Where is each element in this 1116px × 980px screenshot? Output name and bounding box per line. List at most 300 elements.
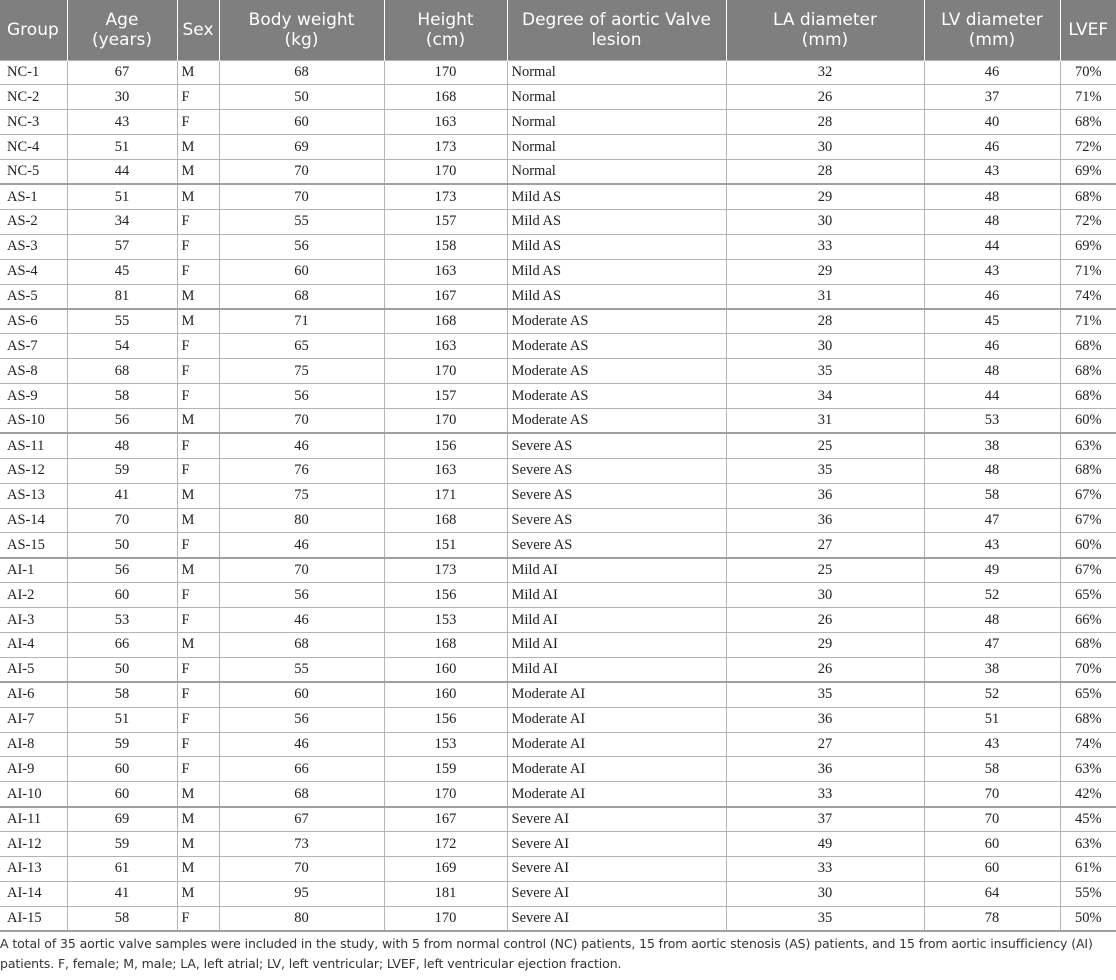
age-cell: 60 (67, 782, 177, 807)
la-diameter-cell: 31 (726, 284, 924, 309)
lesion-degree-cell: Moderate AI (507, 732, 726, 757)
group-cell: AS-2 (0, 209, 67, 234)
lesion-degree-cell: Severe AS (507, 508, 726, 533)
la-diameter-cell: 26 (726, 85, 924, 110)
lv-diameter-cell: 51 (924, 707, 1060, 732)
height-cell: 168 (384, 508, 507, 533)
lesion-degree-cell: Mild AI (507, 583, 726, 608)
lesion-degree-cell: Moderate AI (507, 757, 726, 782)
age-cell: 55 (67, 309, 177, 334)
group-cell: NC-5 (0, 160, 67, 185)
group-cell: AI-6 (0, 682, 67, 707)
la-diameter-cell: 32 (726, 60, 924, 85)
header-lv-diameter: LV diameter (mm) (924, 0, 1060, 60)
age-cell: 51 (67, 184, 177, 209)
la-diameter-cell: 35 (726, 906, 924, 931)
body-weight-cell: 65 (219, 334, 384, 359)
la-diameter-cell: 28 (726, 160, 924, 185)
age-cell: 67 (67, 60, 177, 85)
lvef-cell: 60% (1060, 408, 1116, 433)
group-cell: NC-2 (0, 85, 67, 110)
group-cell: AI-9 (0, 757, 67, 782)
group-cell: AI-13 (0, 857, 67, 882)
age-cell: 60 (67, 583, 177, 608)
body-weight-cell: 75 (219, 359, 384, 384)
lesion-degree-cell: Mild AI (507, 608, 726, 633)
group-cell: AI-11 (0, 807, 67, 832)
table-row (0, 533, 1116, 558)
table-row (0, 458, 1116, 483)
la-diameter-cell: 33 (726, 857, 924, 882)
lvef-cell: 70% (1060, 60, 1116, 85)
lvef-cell: 69% (1060, 160, 1116, 185)
height-cell: 170 (384, 160, 507, 185)
lv-diameter-cell: 78 (924, 906, 1060, 931)
body-weight-cell: 60 (219, 110, 384, 135)
height-cell: 160 (384, 682, 507, 707)
lv-diameter-cell: 70 (924, 782, 1060, 807)
body-weight-cell: 50 (219, 85, 384, 110)
age-cell: 50 (67, 657, 177, 682)
lvef-cell: 61% (1060, 857, 1116, 882)
lvef-cell: 71% (1060, 259, 1116, 284)
height-cell: 172 (384, 832, 507, 857)
group-cell: AS-13 (0, 483, 67, 508)
lvef-cell: 68% (1060, 632, 1116, 657)
age-cell: 30 (67, 85, 177, 110)
height-cell: 153 (384, 732, 507, 757)
table-row (0, 682, 1116, 707)
group-cell: AS-8 (0, 359, 67, 384)
la-diameter-cell: 30 (726, 135, 924, 160)
height-cell: 151 (384, 533, 507, 558)
body-weight-cell: 75 (219, 483, 384, 508)
group-cell: AS-9 (0, 384, 67, 409)
lesion-degree-cell: Mild AS (507, 284, 726, 309)
body-weight-cell: 67 (219, 807, 384, 832)
body-weight-cell: 68 (219, 782, 384, 807)
lvef-cell: 68% (1060, 384, 1116, 409)
lv-diameter-cell: 46 (924, 284, 1060, 309)
la-diameter-cell: 33 (726, 234, 924, 259)
lv-diameter-cell: 45 (924, 309, 1060, 334)
header-sex: Sex (177, 0, 219, 60)
group-cell: NC-4 (0, 135, 67, 160)
group-cell: AI-14 (0, 881, 67, 906)
table-row (0, 657, 1116, 682)
sex-cell: F (177, 533, 219, 558)
age-cell: 70 (67, 508, 177, 533)
height-cell: 170 (384, 60, 507, 85)
table-row (0, 284, 1116, 309)
lv-diameter-cell: 49 (924, 558, 1060, 583)
lesion-degree-cell: Severe AS (507, 483, 726, 508)
lesion-degree-cell: Moderate AS (507, 359, 726, 384)
table-row (0, 508, 1116, 533)
la-diameter-cell: 26 (726, 657, 924, 682)
lv-diameter-cell: 48 (924, 209, 1060, 234)
lesion-degree-cell: Severe AS (507, 533, 726, 558)
body-weight-cell: 69 (219, 135, 384, 160)
body-weight-cell: 70 (219, 408, 384, 433)
la-diameter-cell: 36 (726, 707, 924, 732)
age-cell: 61 (67, 857, 177, 882)
height-cell: 163 (384, 458, 507, 483)
lesion-degree-cell: Mild AI (507, 632, 726, 657)
lvef-cell: 72% (1060, 135, 1116, 160)
body-weight-cell: 46 (219, 732, 384, 757)
lv-diameter-cell: 58 (924, 483, 1060, 508)
lvef-cell: 72% (1060, 209, 1116, 234)
height-cell: 167 (384, 807, 507, 832)
body-weight-cell: 70 (219, 857, 384, 882)
lv-diameter-cell: 52 (924, 682, 1060, 707)
la-diameter-cell: 35 (726, 359, 924, 384)
la-diameter-cell: 25 (726, 558, 924, 583)
sex-cell: M (177, 558, 219, 583)
lv-diameter-cell: 48 (924, 359, 1060, 384)
lesion-degree-cell: Normal (507, 135, 726, 160)
lvef-cell: 55% (1060, 881, 1116, 906)
sex-cell: M (177, 284, 219, 309)
table-row (0, 832, 1116, 857)
lesion-degree-cell: Moderate AS (507, 309, 726, 334)
lesion-degree-cell: Severe AS (507, 458, 726, 483)
lv-diameter-cell: 64 (924, 881, 1060, 906)
lesion-degree-cell: Mild AS (507, 259, 726, 284)
body-weight-cell: 73 (219, 832, 384, 857)
sex-cell: M (177, 309, 219, 334)
lv-diameter-cell: 53 (924, 408, 1060, 433)
height-cell: 173 (384, 135, 507, 160)
la-diameter-cell: 36 (726, 508, 924, 533)
lv-diameter-cell: 48 (924, 608, 1060, 633)
age-cell: 81 (67, 284, 177, 309)
lesion-degree-cell: Moderate AS (507, 384, 726, 409)
la-diameter-cell: 49 (726, 832, 924, 857)
height-cell: 167 (384, 284, 507, 309)
lvef-cell: 65% (1060, 583, 1116, 608)
body-weight-cell: 56 (219, 384, 384, 409)
group-cell: AI-12 (0, 832, 67, 857)
lv-diameter-cell: 38 (924, 657, 1060, 682)
lvef-cell: 70% (1060, 657, 1116, 682)
lesion-degree-cell: Mild AS (507, 209, 726, 234)
age-cell: 59 (67, 832, 177, 857)
lv-diameter-cell: 40 (924, 110, 1060, 135)
sex-cell: F (177, 209, 219, 234)
table-row (0, 359, 1116, 384)
table-row (0, 85, 1116, 110)
sex-cell: F (177, 384, 219, 409)
group-cell: AI-4 (0, 632, 67, 657)
table-row (0, 857, 1116, 882)
lesion-degree-cell: Severe AI (507, 832, 726, 857)
lvef-cell: 68% (1060, 334, 1116, 359)
sex-cell: F (177, 657, 219, 682)
table-row (0, 234, 1116, 259)
la-diameter-cell: 33 (726, 782, 924, 807)
la-diameter-cell: 36 (726, 483, 924, 508)
la-diameter-cell: 26 (726, 608, 924, 633)
body-weight-cell: 55 (219, 209, 384, 234)
body-weight-cell: 71 (219, 309, 384, 334)
lv-diameter-cell: 46 (924, 135, 1060, 160)
body-weight-cell: 56 (219, 234, 384, 259)
height-cell: 153 (384, 608, 507, 633)
table-row (0, 732, 1116, 757)
body-weight-cell: 68 (219, 632, 384, 657)
sex-cell: M (177, 408, 219, 433)
age-cell: 58 (67, 682, 177, 707)
lvef-cell: 68% (1060, 458, 1116, 483)
lvef-cell: 68% (1060, 184, 1116, 209)
sex-cell: F (177, 259, 219, 284)
body-weight-cell: 46 (219, 608, 384, 633)
group-cell: NC-3 (0, 110, 67, 135)
sex-cell: F (177, 757, 219, 782)
age-cell: 51 (67, 707, 177, 732)
table-row (0, 408, 1116, 433)
header-degree-of-lesion: Degree of aortic Valve lesion (507, 0, 726, 60)
lesion-degree-cell: Severe AI (507, 857, 726, 882)
lesion-degree-cell: Severe AS (507, 433, 726, 458)
table-row (0, 160, 1116, 185)
table-row (0, 184, 1116, 209)
age-cell: 44 (67, 160, 177, 185)
lv-diameter-cell: 60 (924, 857, 1060, 882)
sex-cell: F (177, 906, 219, 931)
lv-diameter-cell: 37 (924, 85, 1060, 110)
lvef-cell: 63% (1060, 757, 1116, 782)
group-cell: AS-11 (0, 433, 67, 458)
table-body (0, 60, 1116, 931)
age-cell: 59 (67, 458, 177, 483)
table-row (0, 881, 1116, 906)
la-diameter-cell: 29 (726, 184, 924, 209)
sex-cell: M (177, 135, 219, 160)
lvef-cell: 60% (1060, 533, 1116, 558)
lv-diameter-cell: 48 (924, 184, 1060, 209)
lvef-cell: 42% (1060, 782, 1116, 807)
lvef-cell: 68% (1060, 707, 1116, 732)
height-cell: 169 (384, 857, 507, 882)
lv-diameter-cell: 46 (924, 334, 1060, 359)
age-cell: 54 (67, 334, 177, 359)
table-row (0, 782, 1116, 807)
age-cell: 50 (67, 533, 177, 558)
lesion-degree-cell: Normal (507, 85, 726, 110)
body-weight-cell: 80 (219, 508, 384, 533)
header-lvef: LVEF (1060, 0, 1116, 60)
lv-diameter-cell: 58 (924, 757, 1060, 782)
header-age: Age (years) (67, 0, 177, 60)
sex-cell: F (177, 359, 219, 384)
table-row (0, 632, 1116, 657)
group-cell: AS-1 (0, 184, 67, 209)
sex-cell: M (177, 857, 219, 882)
group-cell: AS-4 (0, 259, 67, 284)
body-weight-cell: 46 (219, 533, 384, 558)
group-cell: AS-10 (0, 408, 67, 433)
lesion-degree-cell: Moderate AI (507, 682, 726, 707)
age-cell: 58 (67, 906, 177, 931)
table-row (0, 608, 1116, 633)
height-cell: 173 (384, 558, 507, 583)
body-weight-cell: 70 (219, 160, 384, 185)
height-cell: 158 (384, 234, 507, 259)
lvef-cell: 50% (1060, 906, 1116, 931)
la-diameter-cell: 34 (726, 384, 924, 409)
body-weight-cell: 56 (219, 707, 384, 732)
sex-cell: F (177, 85, 219, 110)
lvef-cell: 69% (1060, 234, 1116, 259)
lv-diameter-cell: 52 (924, 583, 1060, 608)
body-weight-cell: 76 (219, 458, 384, 483)
group-cell: AS-15 (0, 533, 67, 558)
lvef-cell: 74% (1060, 732, 1116, 757)
age-cell: 41 (67, 881, 177, 906)
lv-diameter-cell: 43 (924, 160, 1060, 185)
la-diameter-cell: 27 (726, 533, 924, 558)
lvef-cell: 71% (1060, 309, 1116, 334)
group-cell: AI-7 (0, 707, 67, 732)
table-row (0, 135, 1116, 160)
table-header-row (0, 0, 1116, 60)
body-weight-cell: 46 (219, 433, 384, 458)
la-diameter-cell: 25 (726, 433, 924, 458)
group-cell: AS-7 (0, 334, 67, 359)
lv-diameter-cell: 43 (924, 533, 1060, 558)
la-diameter-cell: 35 (726, 682, 924, 707)
height-cell: 156 (384, 583, 507, 608)
height-cell: 170 (384, 782, 507, 807)
lvef-cell: 63% (1060, 433, 1116, 458)
group-cell: AS-14 (0, 508, 67, 533)
lv-diameter-cell: 48 (924, 458, 1060, 483)
body-weight-cell: 60 (219, 682, 384, 707)
la-diameter-cell: 31 (726, 408, 924, 433)
height-cell: 168 (384, 85, 507, 110)
table-row (0, 209, 1116, 234)
table-row (0, 707, 1116, 732)
sex-cell: F (177, 732, 219, 757)
table-footnote: A total of 35 aortic valve samples were included in the study, with 5 from normal control (NC) patients, 15 from aortic stenosis (AS) patients, and 15 from aortic insufficiency (AI) patients. F, female; M, male; LA, left atrial; LV, left ventricular; LVEF, left ventricular ejection fraction. (0, 936, 1093, 971)
body-weight-cell: 68 (219, 60, 384, 85)
age-cell: 57 (67, 234, 177, 259)
lesion-degree-cell: Mild AS (507, 184, 726, 209)
header-group: Group (0, 0, 67, 60)
table-row (0, 309, 1116, 334)
body-weight-cell: 68 (219, 284, 384, 309)
table-row (0, 558, 1116, 583)
la-diameter-cell: 29 (726, 259, 924, 284)
lesion-degree-cell: Moderate AI (507, 707, 726, 732)
height-cell: 163 (384, 334, 507, 359)
lv-diameter-cell: 60 (924, 832, 1060, 857)
group-cell: AI-1 (0, 558, 67, 583)
height-cell: 163 (384, 110, 507, 135)
lv-diameter-cell: 44 (924, 384, 1060, 409)
age-cell: 43 (67, 110, 177, 135)
height-cell: 181 (384, 881, 507, 906)
sex-cell: M (177, 881, 219, 906)
lv-diameter-cell: 38 (924, 433, 1060, 458)
age-cell: 48 (67, 433, 177, 458)
height-cell: 156 (384, 433, 507, 458)
table-row (0, 259, 1116, 284)
lesion-degree-cell: Normal (507, 60, 726, 85)
sex-cell: M (177, 807, 219, 832)
table-row (0, 60, 1116, 85)
lvef-cell: 67% (1060, 483, 1116, 508)
la-diameter-cell: 27 (726, 732, 924, 757)
table-row (0, 433, 1116, 458)
height-cell: 156 (384, 707, 507, 732)
lv-diameter-cell: 70 (924, 807, 1060, 832)
sex-cell: F (177, 707, 219, 732)
sex-cell: F (177, 682, 219, 707)
age-cell: 53 (67, 608, 177, 633)
sex-cell: F (177, 110, 219, 135)
group-cell: AI-8 (0, 732, 67, 757)
la-diameter-cell: 37 (726, 807, 924, 832)
sex-cell: F (177, 334, 219, 359)
sex-cell: M (177, 632, 219, 657)
lvef-cell: 74% (1060, 284, 1116, 309)
sex-cell: M (177, 508, 219, 533)
lesion-degree-cell: Severe AI (507, 881, 726, 906)
group-cell: AI-10 (0, 782, 67, 807)
age-cell: 69 (67, 807, 177, 832)
lesion-degree-cell: Mild AI (507, 558, 726, 583)
table-row (0, 483, 1116, 508)
body-weight-cell: 60 (219, 259, 384, 284)
lvef-cell: 68% (1060, 359, 1116, 384)
body-weight-cell: 70 (219, 558, 384, 583)
age-cell: 60 (67, 757, 177, 782)
age-cell: 56 (67, 408, 177, 433)
lesion-degree-cell: Normal (507, 110, 726, 135)
la-diameter-cell: 30 (726, 334, 924, 359)
table-row (0, 906, 1116, 931)
lvef-cell: 66% (1060, 608, 1116, 633)
group-cell: AI-5 (0, 657, 67, 682)
sex-cell: F (177, 583, 219, 608)
la-diameter-cell: 36 (726, 757, 924, 782)
lesion-degree-cell: Mild AS (507, 234, 726, 259)
group-cell: AS-6 (0, 309, 67, 334)
header-body-weight: Body weight (kg) (219, 0, 384, 60)
height-cell: 170 (384, 359, 507, 384)
table-row (0, 583, 1116, 608)
group-cell: AI-3 (0, 608, 67, 633)
lvef-cell: 67% (1060, 508, 1116, 533)
height-cell: 170 (384, 408, 507, 433)
sex-cell: F (177, 433, 219, 458)
age-cell: 51 (67, 135, 177, 160)
lvef-cell: 63% (1060, 832, 1116, 857)
age-cell: 56 (67, 558, 177, 583)
height-cell: 163 (384, 259, 507, 284)
sex-cell: F (177, 458, 219, 483)
height-cell: 159 (384, 757, 507, 782)
lesion-degree-cell: Severe AI (507, 906, 726, 931)
lesion-degree-cell: Moderate AS (507, 334, 726, 359)
table-row (0, 384, 1116, 409)
age-cell: 68 (67, 359, 177, 384)
lv-diameter-cell: 44 (924, 234, 1060, 259)
